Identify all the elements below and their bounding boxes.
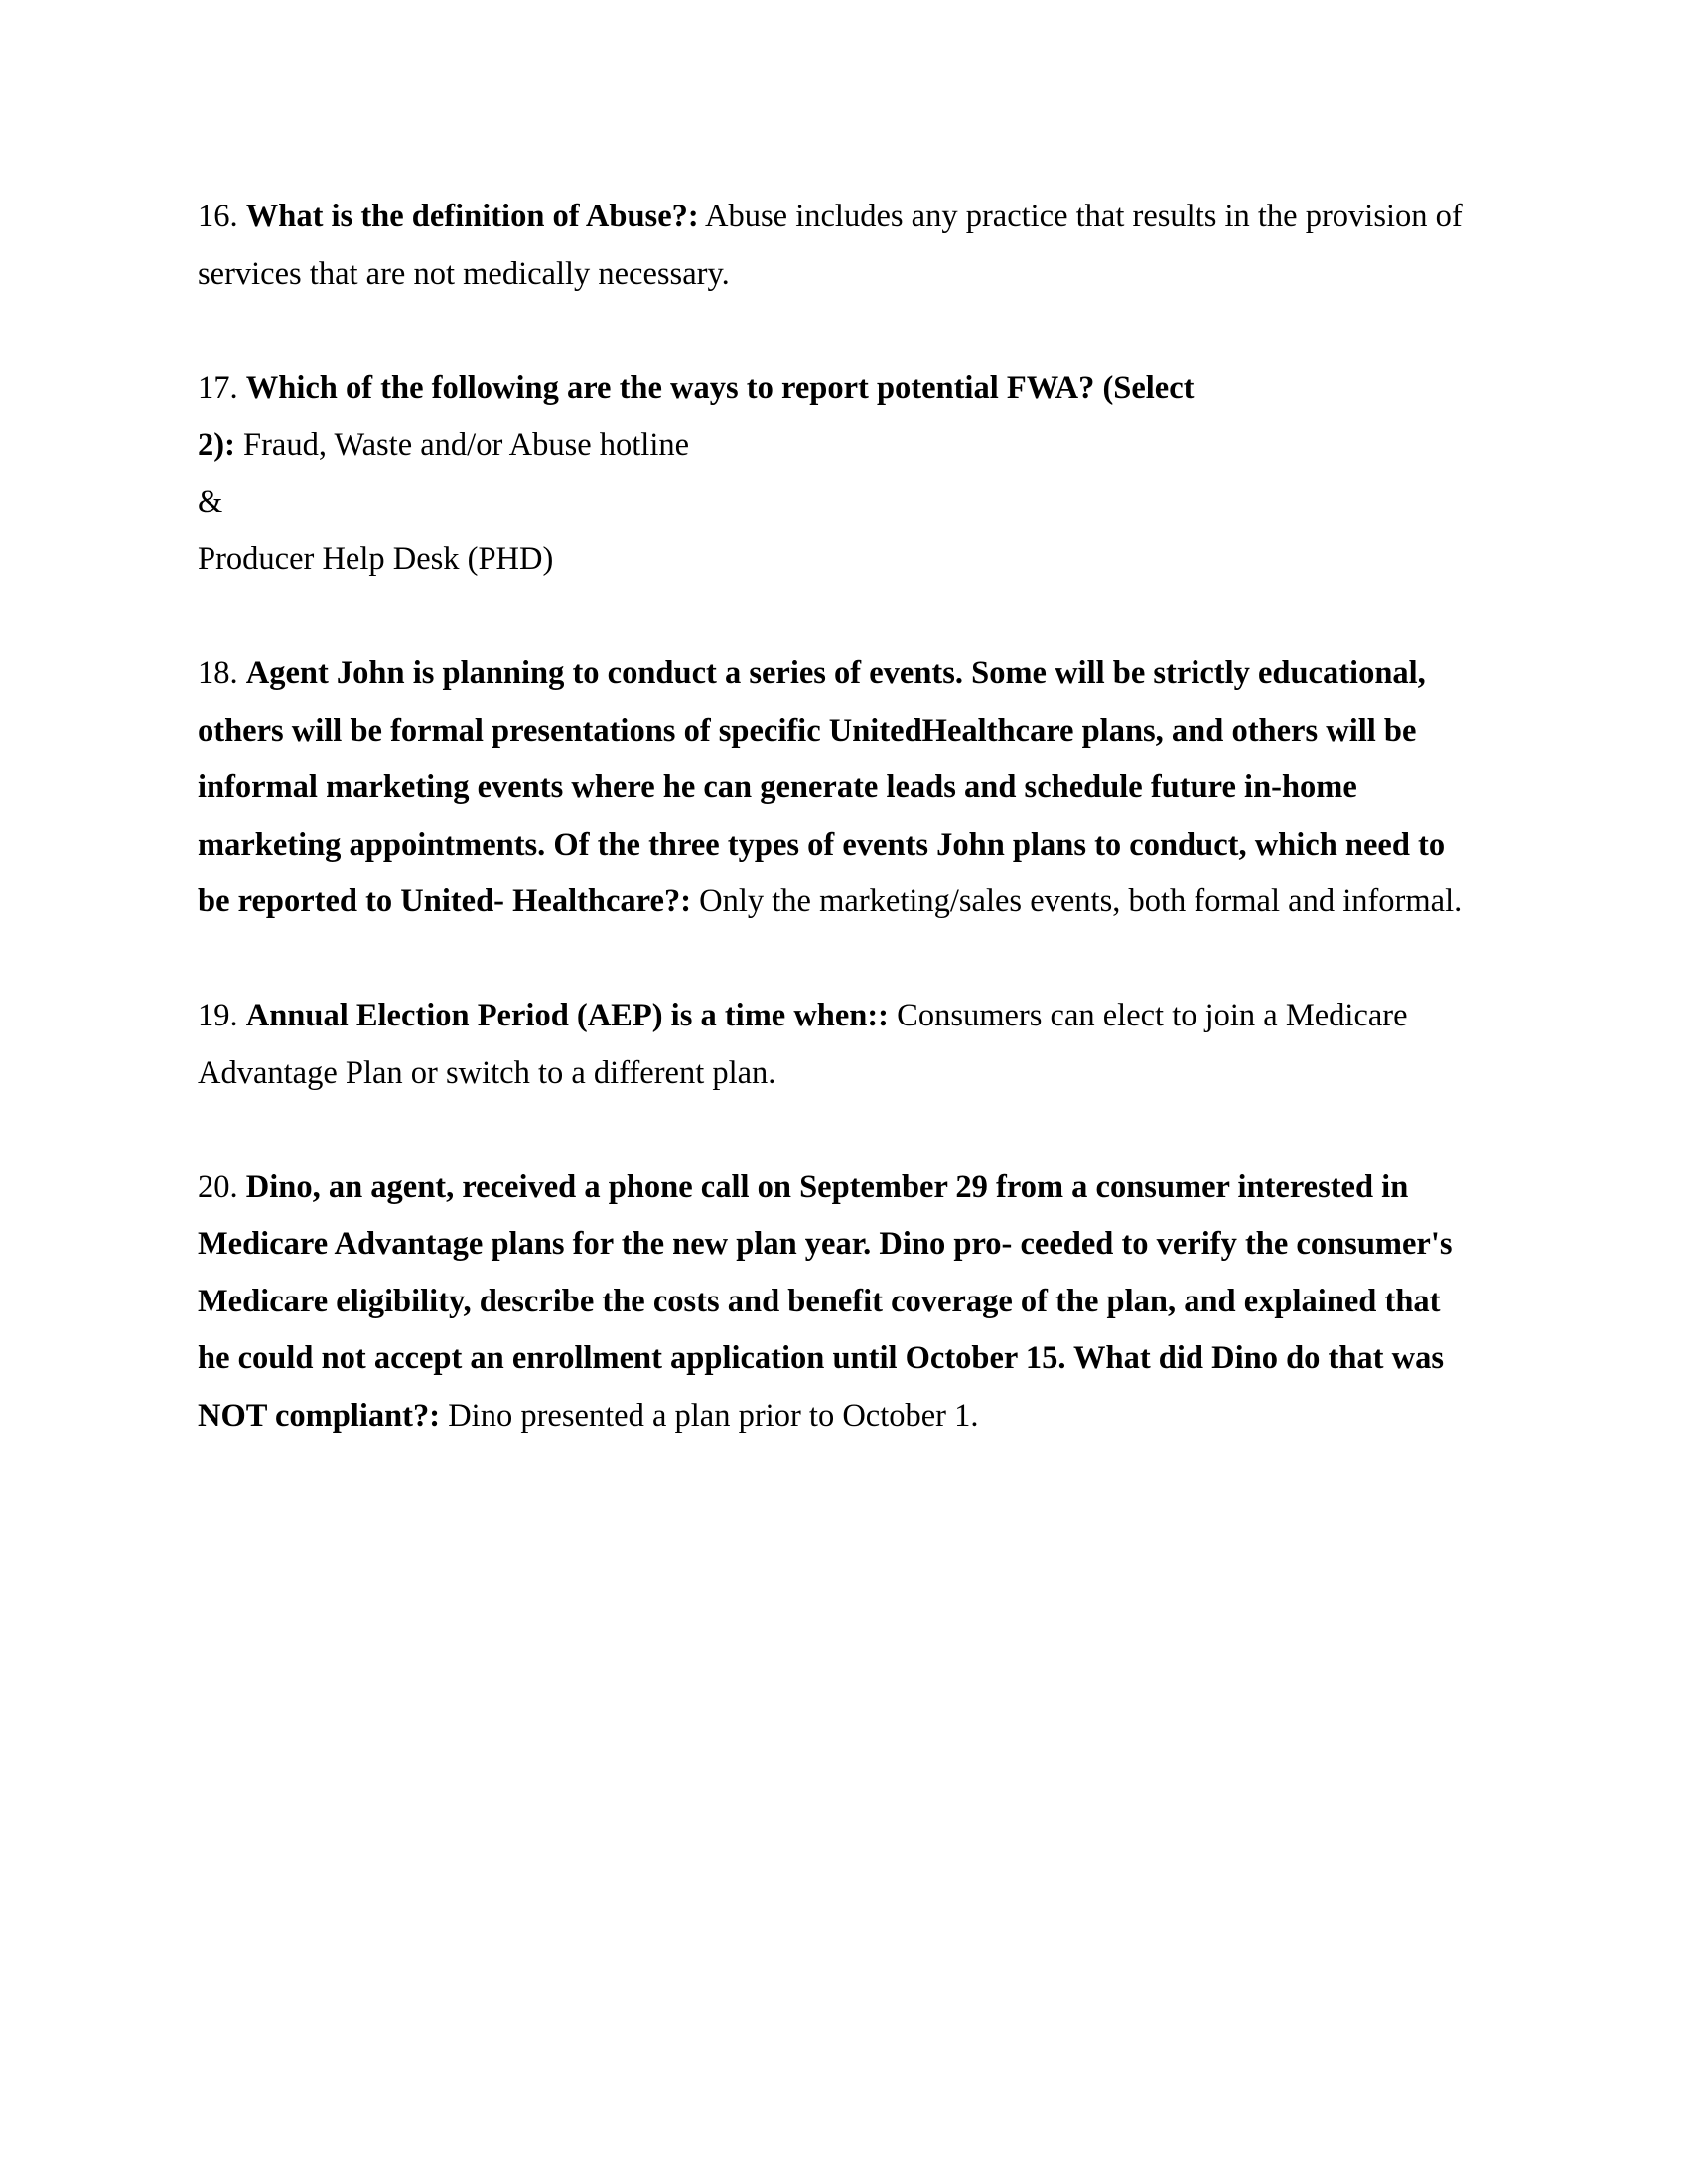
question-text: 2): [198,427,235,463]
item-number: 18. [198,655,238,691]
qa-item-16 [198,189,1498,303]
answer-text: Abuse includes any practice that results in the provision of services that are not medically necessary. [198,199,1463,292]
question-line: marketing appointments. Of the three types of events John plans to conduct, which need to [198,826,1446,863]
answer-text: Fraud, Waste and/or Abuse hotline [243,427,690,463]
question-text: Which of the following are the ways to report potential FWA? (Select [245,369,1195,406]
answer-text: Only the marketing/sales events, both formal and informal. [699,884,1463,919]
question-line: Medicare Advantage plans for the new plan year. Dino pro- ceeded to verify the consumer's [198,1226,1453,1262]
question-line: informal marketing events where he can generate leads and schedule future in-home [198,769,1357,805]
answer-text: Dino presented a plan prior to October 1. [448,1397,979,1433]
item-number: 19. [198,998,238,1033]
question-line [198,645,1498,703]
answer-line: & [198,483,223,520]
qa-item-17 [198,360,1498,589]
qa-item-19 [198,988,1498,1102]
question-line [198,874,1498,931]
qa-item-20 [198,1160,1498,1445]
question-line: Medicare eligibility, describe the costs and benefit coverage of the plan, and explained that [198,1283,1441,1319]
question-line [198,360,1498,418]
question-line [198,1160,1498,1217]
question-text: NOT compliant?: [198,1397,441,1433]
question-text: Dino, an agent, received a phone call on September 29 from a consumer interested in [245,1168,1409,1205]
item-number: 20. [198,1168,238,1205]
qa-item-18 [198,645,1498,931]
question-line: he could not accept an enrollment application until October 15. What did Dino do that was [198,1340,1444,1376]
question-line: others will be formal presentations of specific UnitedHealthcare plans, and others will be [198,712,1417,749]
answer-line: Producer Help Desk (PHD) [198,541,554,577]
question-line [198,417,1498,475]
document-content [198,189,1498,1502]
item-number: 17. [198,369,238,406]
question-text: Agent John is planning to conduct a series of events. Some will be strictly educational, [245,655,1426,691]
question-line [198,1388,1498,1445]
item-number: 16. [198,199,238,234]
question-text: be reported to United- Healthcare?: [198,884,692,919]
question-text: What is the definition of Abuse?: [245,199,699,234]
answer-text: Consumers can elect to join a Medicare Advantage Plan or switch to a different plan. [198,998,1408,1091]
question-text: Annual Election Period (AEP) is a time when:: [245,998,890,1033]
